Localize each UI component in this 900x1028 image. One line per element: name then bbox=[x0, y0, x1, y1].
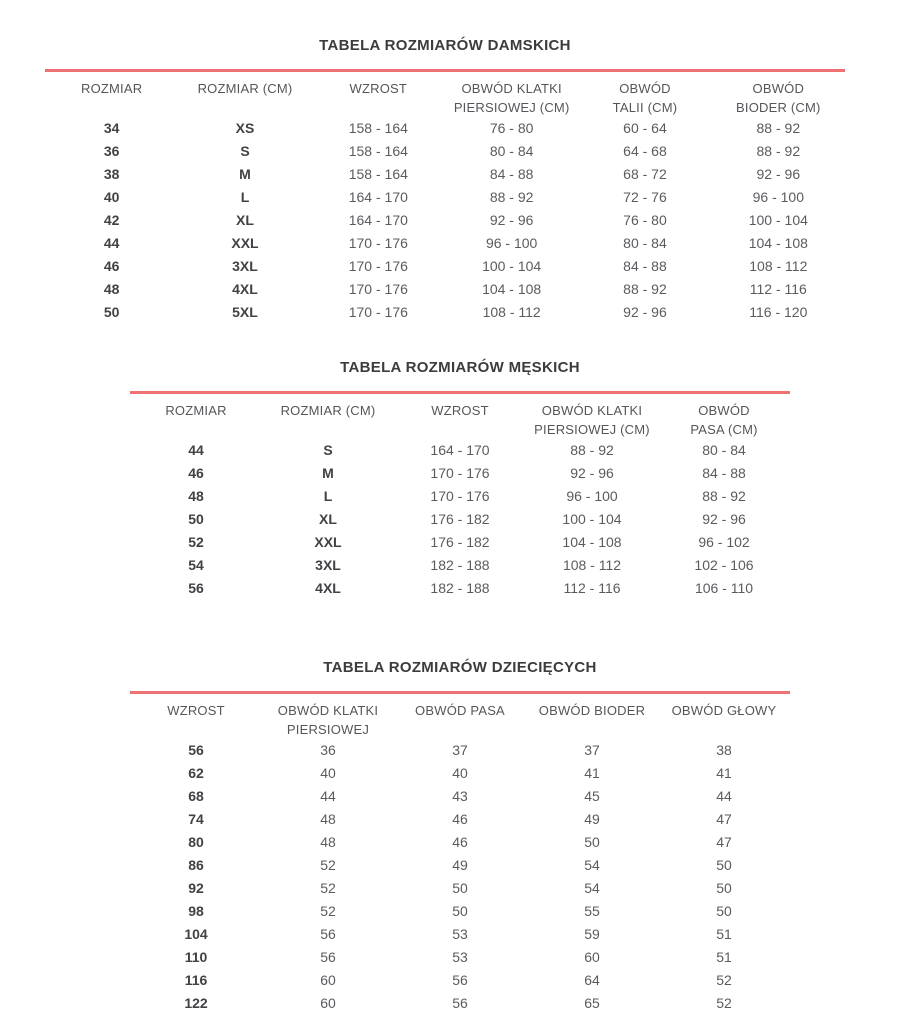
table-cell: 76 - 80 bbox=[489, 120, 534, 136]
table-row bbox=[130, 785, 790, 808]
table-cell: 46 bbox=[452, 834, 468, 850]
table-cell: 48 bbox=[320, 834, 336, 850]
table-cell: 92 - 96 bbox=[702, 511, 746, 527]
table-cell: XL bbox=[236, 212, 254, 228]
table-row bbox=[130, 946, 790, 969]
table-row bbox=[130, 877, 790, 900]
table-row bbox=[130, 923, 790, 946]
table-cell: 50 bbox=[452, 903, 468, 919]
table-cell: 50 bbox=[716, 857, 732, 873]
table-row bbox=[130, 831, 790, 854]
table-cell: 48 bbox=[103, 281, 120, 297]
column-header: OBWÓD PASA bbox=[415, 703, 505, 718]
children-table-title: TABELA ROZMIARÓW DZIECIĘCYCH bbox=[323, 659, 597, 676]
table-cell: 92 - 96 bbox=[756, 166, 801, 182]
header-row bbox=[130, 701, 790, 739]
table-cell: 50 bbox=[188, 511, 204, 527]
table-cell: 182 - 188 bbox=[430, 580, 490, 596]
table-cell: M bbox=[322, 465, 334, 481]
table-cell: 56 bbox=[452, 995, 468, 1011]
table-cell: 40 bbox=[320, 765, 336, 781]
table-row bbox=[130, 900, 790, 923]
table-cell: 59 bbox=[584, 926, 600, 942]
column-header: ROZMIAR (CM) bbox=[280, 403, 376, 418]
table-row bbox=[45, 278, 845, 301]
women-size-table bbox=[45, 79, 845, 324]
table-cell: 164 - 170 bbox=[348, 189, 408, 205]
table-row bbox=[130, 739, 790, 762]
table-cell: 40 bbox=[452, 765, 468, 781]
table-cell: 96 - 102 bbox=[698, 534, 750, 550]
table-cell: 68 bbox=[188, 788, 204, 804]
table-cell: 112 - 116 bbox=[563, 580, 621, 596]
table-cell: 86 bbox=[188, 857, 204, 873]
table-cell: 158 - 164 bbox=[348, 166, 408, 182]
column-header: OBWÓD GŁOWY bbox=[671, 703, 777, 718]
accent-divider bbox=[45, 69, 845, 72]
table-row bbox=[130, 531, 790, 554]
column-header: OBWÓD BIODER (CM) bbox=[736, 81, 821, 115]
table-cell: 42 bbox=[103, 212, 120, 228]
table-cell: 38 bbox=[103, 166, 120, 182]
table-cell: 88 - 92 bbox=[756, 120, 801, 136]
table-row bbox=[45, 186, 845, 209]
table-cell: 4XL bbox=[315, 580, 341, 596]
table-row bbox=[45, 209, 845, 232]
column-header: OBWÓD KLATKI PIERSIOWEJ bbox=[277, 703, 379, 737]
table-cell: 104 - 108 bbox=[482, 281, 542, 297]
table-cell: 170 - 176 bbox=[348, 235, 408, 251]
table-cell: 52 bbox=[716, 995, 732, 1011]
accent-divider bbox=[130, 691, 790, 694]
table-cell: 52 bbox=[188, 534, 204, 550]
table-row bbox=[45, 301, 845, 324]
table-cell: 108 - 112 bbox=[482, 304, 541, 320]
table-cell: 46 bbox=[103, 258, 120, 274]
table-cell: 37 bbox=[452, 742, 468, 758]
table-cell: 170 - 176 bbox=[430, 488, 490, 504]
table-cell: 55 bbox=[584, 903, 600, 919]
table-cell: XS bbox=[235, 120, 255, 136]
table-cell: 104 - 108 bbox=[562, 534, 622, 550]
table-cell: 88 - 92 bbox=[570, 442, 614, 458]
table-cell: 158 - 164 bbox=[348, 120, 408, 136]
table-cell: 36 bbox=[103, 143, 120, 159]
column-header: WZROST bbox=[431, 403, 489, 418]
table-cell: 3XL bbox=[315, 557, 341, 573]
table-cell: 170 - 176 bbox=[348, 281, 408, 297]
table-cell: 44 bbox=[320, 788, 336, 804]
table-cell: 80 bbox=[188, 834, 204, 850]
table-cell: 108 - 112 bbox=[749, 258, 808, 274]
table-cell: 54 bbox=[584, 880, 600, 896]
column-header: OBWÓD KLATKI PIERSIOWEJ (CM) bbox=[534, 403, 650, 437]
table-cell: 53 bbox=[452, 926, 468, 942]
table-cell: 122 bbox=[184, 995, 208, 1011]
table-cell: 80 - 84 bbox=[623, 235, 667, 251]
column-header: OBWÓD KLATKI PIERSIOWEJ (CM) bbox=[453, 81, 570, 115]
table-cell: 84 - 88 bbox=[623, 258, 667, 274]
table-cell: 88 - 92 bbox=[756, 143, 801, 159]
table-cell: L bbox=[323, 488, 333, 504]
table-cell: 92 bbox=[188, 880, 204, 896]
table-row bbox=[130, 762, 790, 785]
table-cell: 88 - 92 bbox=[489, 189, 534, 205]
table-cell: 116 bbox=[184, 972, 208, 988]
table-cell: 176 - 182 bbox=[430, 534, 490, 550]
table-row bbox=[45, 163, 845, 186]
table-cell: 102 - 106 bbox=[694, 557, 754, 573]
table-row bbox=[45, 140, 845, 163]
column-header: ROZMIAR bbox=[80, 81, 143, 96]
table-cell: 60 bbox=[584, 949, 600, 965]
table-cell: 98 bbox=[188, 903, 204, 919]
table-cell: S bbox=[240, 143, 250, 159]
table-cell: 100 - 104 bbox=[482, 258, 542, 274]
table-cell: 182 - 188 bbox=[430, 557, 490, 573]
table-cell: L bbox=[240, 189, 250, 205]
table-cell: 34 bbox=[103, 120, 120, 136]
table-cell: 170 - 176 bbox=[348, 304, 408, 320]
table-cell: 64 - 68 bbox=[623, 143, 667, 159]
table-row bbox=[130, 508, 790, 531]
table-cell: 38 bbox=[716, 742, 732, 758]
table-cell: 52 bbox=[320, 903, 336, 919]
table-cell: 116 - 120 bbox=[749, 304, 808, 320]
table-cell: 48 bbox=[320, 811, 336, 827]
table-cell: 60 - 64 bbox=[623, 120, 667, 136]
men-size-section bbox=[130, 360, 790, 600]
table-cell: 45 bbox=[584, 788, 600, 804]
table-cell: 108 - 112 bbox=[562, 557, 622, 573]
table-cell: 50 bbox=[452, 880, 468, 896]
men-table-title: TABELA ROZMIARÓW MĘSKICH bbox=[340, 359, 580, 376]
table-cell: 47 bbox=[716, 811, 732, 827]
table-cell: XL bbox=[319, 511, 337, 527]
column-header: WZROST bbox=[349, 81, 408, 96]
table-cell: 44 bbox=[716, 788, 732, 804]
table-cell: 56 bbox=[188, 742, 204, 758]
table-cell: 41 bbox=[584, 765, 600, 781]
table-cell: 52 bbox=[716, 972, 732, 988]
table-cell: 68 - 72 bbox=[623, 166, 667, 182]
column-header: ROZMIAR bbox=[165, 403, 227, 418]
table-cell: 110 bbox=[184, 949, 208, 965]
table-cell: 51 bbox=[716, 949, 732, 965]
table-cell: M bbox=[239, 166, 251, 182]
table-cell: 46 bbox=[188, 465, 204, 481]
column-header: OBWÓD TALII (CM) bbox=[612, 81, 678, 115]
women-size-section bbox=[45, 38, 845, 324]
column-header: WZROST bbox=[167, 703, 225, 718]
table-cell: 54 bbox=[584, 857, 600, 873]
table-cell: 56 bbox=[320, 926, 336, 942]
table-cell: 52 bbox=[320, 880, 336, 896]
table-cell: 49 bbox=[584, 811, 600, 827]
table-cell: 96 - 100 bbox=[566, 488, 618, 504]
column-header: ROZMIAR (CM) bbox=[197, 81, 293, 96]
table-cell: XXL bbox=[231, 235, 259, 251]
header-row bbox=[45, 79, 845, 117]
table-cell: 46 bbox=[452, 811, 468, 827]
table-row bbox=[130, 462, 790, 485]
table-cell: 56 bbox=[320, 949, 336, 965]
table-cell: 88 - 92 bbox=[623, 281, 667, 297]
table-cell: 36 bbox=[320, 742, 336, 758]
table-cell: 104 - 108 bbox=[748, 235, 808, 251]
table-cell: 50 bbox=[584, 834, 600, 850]
table-row bbox=[130, 439, 790, 462]
table-cell: 49 bbox=[452, 857, 468, 873]
table-cell: 65 bbox=[584, 995, 600, 1011]
table-row bbox=[130, 969, 790, 992]
table-cell: 44 bbox=[188, 442, 204, 458]
table-cell: 56 bbox=[452, 972, 468, 988]
table-cell: 92 - 96 bbox=[489, 212, 534, 228]
table-cell: 62 bbox=[188, 765, 204, 781]
children-size-section bbox=[130, 660, 790, 1015]
table-cell: 60 bbox=[320, 972, 336, 988]
table-cell: 84 - 88 bbox=[489, 166, 534, 182]
table-cell: 50 bbox=[716, 903, 732, 919]
table-cell: 158 - 164 bbox=[348, 143, 408, 159]
column-header: OBWÓD BIODER bbox=[538, 703, 646, 718]
table-cell: 60 bbox=[320, 995, 336, 1011]
accent-divider bbox=[130, 391, 790, 394]
table-row bbox=[45, 255, 845, 278]
table-cell: 50 bbox=[716, 880, 732, 896]
table-cell: 106 - 110 bbox=[694, 580, 754, 596]
table-cell: 100 - 104 bbox=[748, 212, 808, 228]
table-cell: 74 bbox=[188, 811, 204, 827]
table-cell: 64 bbox=[584, 972, 600, 988]
table-row bbox=[45, 232, 845, 255]
men-size-table bbox=[130, 401, 790, 600]
table-row bbox=[130, 485, 790, 508]
table-cell: 84 - 88 bbox=[702, 465, 746, 481]
table-row bbox=[130, 577, 790, 600]
table-cell: 92 - 96 bbox=[570, 465, 614, 481]
table-cell: 164 - 170 bbox=[430, 442, 490, 458]
table-cell: 104 bbox=[184, 926, 208, 942]
table-cell: 5XL bbox=[232, 304, 258, 320]
table-cell: 76 - 80 bbox=[623, 212, 667, 228]
children-size-table bbox=[130, 701, 790, 1015]
table-cell: 170 - 176 bbox=[430, 465, 490, 481]
table-cell: 51 bbox=[716, 926, 732, 942]
table-row bbox=[45, 117, 845, 140]
table-cell: 96 - 100 bbox=[485, 235, 538, 251]
table-cell: 44 bbox=[103, 235, 120, 251]
table-cell: 56 bbox=[188, 580, 204, 596]
table-cell: 92 - 96 bbox=[623, 304, 667, 320]
table-cell: 96 - 100 bbox=[752, 189, 804, 205]
table-cell: 4XL bbox=[232, 281, 258, 297]
women-table-title: TABELA ROZMIARÓW DAMSKICH bbox=[319, 37, 571, 54]
table-cell: 43 bbox=[452, 788, 468, 804]
header-row bbox=[130, 401, 790, 439]
table-row bbox=[130, 854, 790, 877]
table-cell: 88 - 92 bbox=[702, 488, 746, 504]
table-cell: 72 - 76 bbox=[623, 189, 667, 205]
table-cell: 164 - 170 bbox=[348, 212, 408, 228]
table-row bbox=[130, 808, 790, 831]
table-cell: 48 bbox=[188, 488, 204, 504]
table-cell: 112 - 116 bbox=[749, 281, 807, 297]
table-cell: 47 bbox=[716, 834, 732, 850]
table-row bbox=[130, 992, 790, 1015]
table-cell: 50 bbox=[103, 304, 120, 320]
column-header: OBWÓD PASA (CM) bbox=[690, 403, 758, 437]
table-cell: 176 - 182 bbox=[430, 511, 490, 527]
table-cell: 170 - 176 bbox=[348, 258, 408, 274]
table-cell: 80 - 84 bbox=[489, 143, 534, 159]
table-cell: 80 - 84 bbox=[702, 442, 746, 458]
table-cell: 41 bbox=[716, 765, 732, 781]
table-cell: 37 bbox=[584, 742, 600, 758]
table-row bbox=[130, 554, 790, 577]
table-cell: S bbox=[323, 442, 333, 458]
table-cell: 40 bbox=[103, 189, 120, 205]
table-cell: 54 bbox=[188, 557, 204, 573]
table-cell: 100 - 104 bbox=[562, 511, 622, 527]
table-cell: 53 bbox=[452, 949, 468, 965]
table-cell: 52 bbox=[320, 857, 336, 873]
table-cell: 3XL bbox=[232, 258, 258, 274]
table-cell: XXL bbox=[314, 534, 342, 550]
